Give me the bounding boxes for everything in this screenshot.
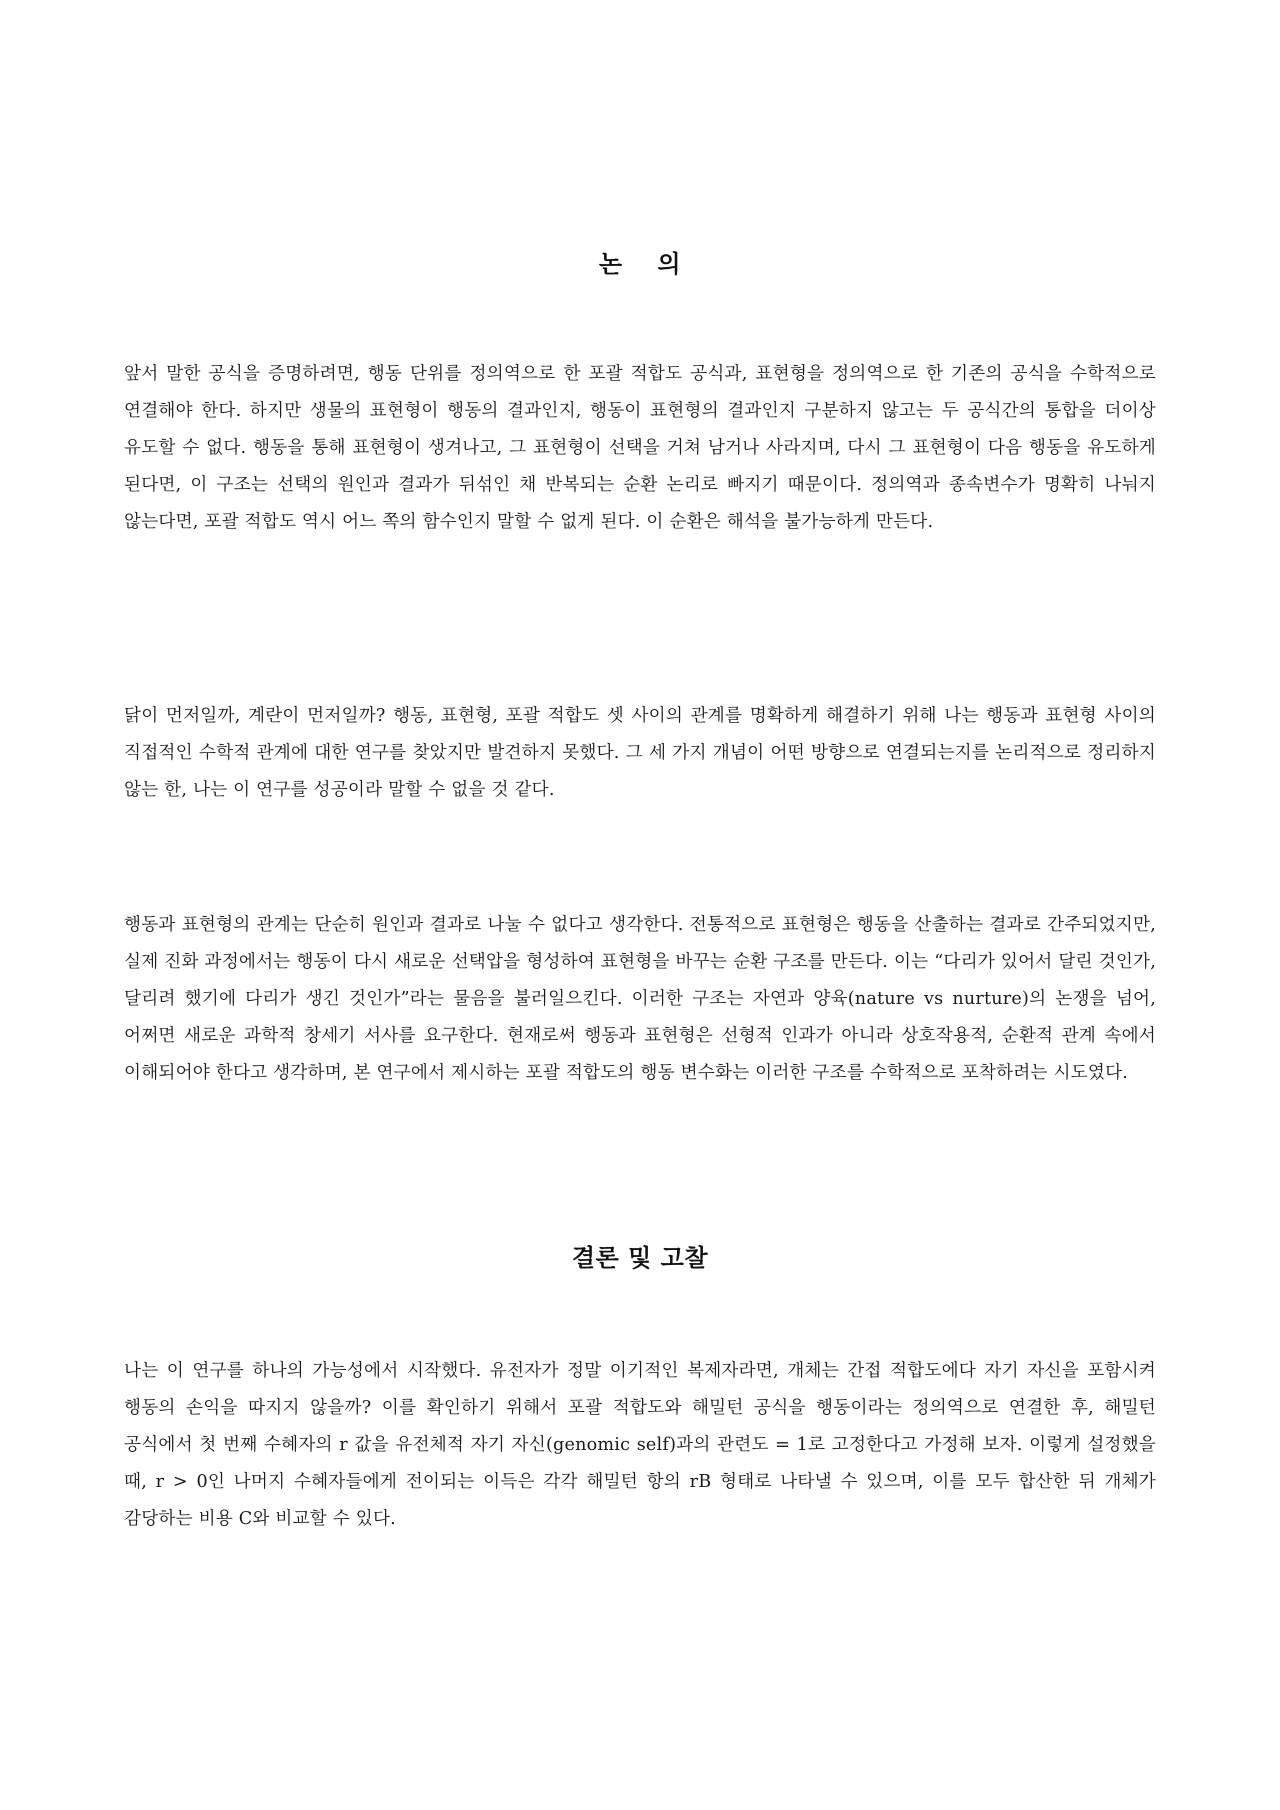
- section-heading-discussion: 논 의: [598, 250, 682, 278]
- paragraph: 앞서 말한 공식을 증명하려면, 행동 단위를 정의역으로 한 포괄 적합도 공식과, 표현형을 정의역으로 한 기존의 공식을 수학적으로 연결해야 한다. 하지만 생물의 표현형이 행동의 결과인지, 행동이 표현형의 결과인지 구분하지 않고는 두 공식간의 통합을 더이상 유도할 수 없다. 행동을 통해 표현형이 생겨나고, 그 표현형이 선택을 거쳐 남거나 사라지며, 다시 그 표현형이 다음 행동을 유도하게 된다면, 이 구조는 선택의 원인과 결과가 뒤섞인 채 반복되는 순환 논리로 빠지기 때문이다. 정의역과 종속변수가 명확히 나눠지 않는다면, 포괄 적합도 역시 어느 쪽의 함수인지 말할 수 없게 된다. 이 순환은 해석을 불가능하게 만든다.: [124, 364, 1156, 532]
- section-heading-conclusion: 결론 및 고찰: [571, 1244, 709, 1272]
- paragraph: 닭이 먼저일까, 계란이 먼저일까? 행동, 표현형, 포괄 적합도 셋 사이의 관계를 명확하게 해결하기 위해 나는 행동과 표현형 사이의 직접적인 수학적 관계에 대한 연구를 찾았지만 발견하지 못했다. 그 세 가지 개념이 어떤 방향으로 연결되는지를 논리적으로 정리하지 않는 한, 나는 이 연구를 성공이라 말할 수 없을 것 같다.: [124, 706, 1156, 800]
- paragraph: 나는 이 연구를 하나의 가능성에서 시작했다. 유전자가 정말 이기적인 복제자라면, 개체는 간접 적합도에다 자기 자신을 포함시켜 행동의 손익을 따지지 않을까? 이를 확인하기 위해서 포괄 적합도와 해밀턴 공식을 행동이라는 정의역으로 연결한 후, 해밀턴 공식에서 첫 번째 수혜자의 r 값을 유전체적 자기 자신(genomic self)과의 관련도 = 1로 고정한다고 가정해 보자. 이렇게 설정했을 때, r > 0인 나머지 수혜자들에게 전이되는 이득은 각각 해밀턴 항의 rB 형태로 나타낼 수 있으며, 이를 모두 합산한 뒤 개체가 감당하는 비용 C와 비교할 수 있다.: [124, 1361, 1156, 1529]
- paragraph: 행동과 표현형의 관계는 단순히 원인과 결과로 나눌 수 없다고 생각한다. 전통적으로 표현형은 행동을 산출하는 결과로 간주되었지만, 실제 진화 과정에서는 행동이 다시 새로운 선택압을 형성하여 표현형을 바꾸는 순환 구조를 만든다. 이는 “다리가 있어서 달린 것인가, 달리려 했기에 다리가 생긴 것인가”라는 물음을 불러일으킨다. 이러한 구조는 자연과 양육(nature vs nurture)의 논쟁을 넘어, 어쩌면 새로운 과학적 창세기 서사를 요구한다. 현재로써 행동과 표현형은 선형적 인과가 아니라 상호작용적, 순환적 관계 속에서 이해되어야 한다고 생각하며, 본 연구에서 제시하는 포괄 적합도의 행동 변수화는 이러한 구조를 수학적으로 포착하려는 시도였다.: [124, 915, 1156, 1083]
